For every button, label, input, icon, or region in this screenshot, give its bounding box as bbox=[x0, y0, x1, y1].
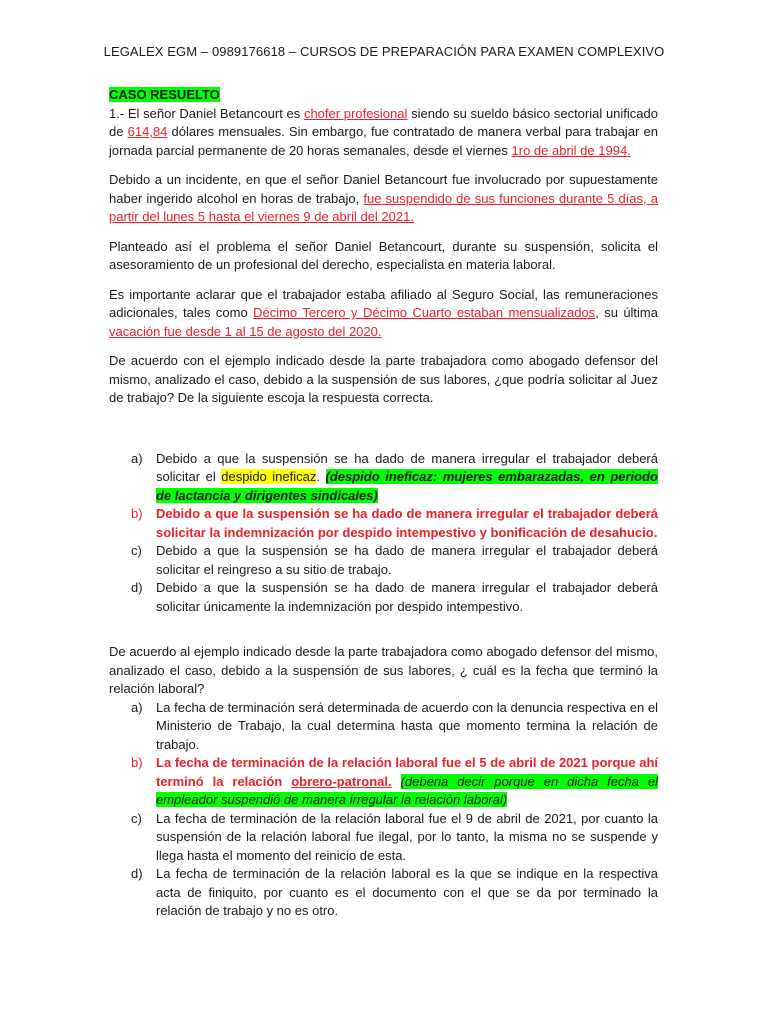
text-run: Debido a un incidente, en que el señor Daniel Betancourt fue involucrado por supuestamente haber ingerido alcohol en horas de trabajo, bbox=[109, 172, 658, 206]
red-underlined-text: Décimo Tercero y Décimo Cuarto estaban mensualizados bbox=[253, 305, 596, 320]
option-text: La fecha de terminación será determinada de acuerdo con la denuncia respectiva en el Ministerio de Trabajo, la cual determina hasta que momento termina la relación de trabajo. bbox=[156, 699, 658, 752]
option-marker: b) bbox=[131, 755, 143, 770]
option-marker: d) bbox=[131, 580, 143, 595]
document-header: LEGALEX EGM – 0989176618 – CURSOS DE PREPARACIÓN PARA EXAMEN COMPLEXIVO bbox=[103, 44, 665, 59]
red-underlined-text: fue suspendido de sus funciones durante 5 días, a partir del lunes 5 hasta el viernes 9 de abril del 2021. bbox=[109, 190, 658, 224]
case-title: CASO RESUELTO bbox=[109, 87, 220, 102]
case-paragraph-3: Planteado así el problema el señor Daniel Betancourt, durante su suspensión, solicita el asesoramiento de un profesional del derecho, especialista en materia laboral. bbox=[109, 238, 658, 272]
q2-option-d bbox=[109, 865, 658, 921]
option-marker: a) bbox=[131, 450, 143, 466]
option-marker: a) bbox=[131, 699, 143, 715]
case-title-line bbox=[109, 86, 658, 105]
q1-option-d bbox=[109, 579, 658, 616]
yellow-highlighted-text: despido ineficaz bbox=[221, 469, 317, 484]
question-1-options bbox=[109, 450, 658, 617]
red-underlined-text: vacación fue desde 1 al 15 de agosto del 2020. bbox=[109, 323, 382, 339]
question-2-prompt: De acuerdo al ejemplo indicado desde la parte trabajadora como abogado defensor del mismo, analizado el caso, debido a la suspensión de sus labores, ¿ cuál es la fecha que terminó la relación laboral? bbox=[109, 644, 658, 696]
option-text: Debido a que la suspensión se ha dado de manera irregular el trabajador deberá solicitar únicamente la indemnización por despido intempestivo. bbox=[156, 580, 658, 614]
option-text: Debido a que la suspensión se ha dado de manera irregular el trabajador deberá solicitar la indemnización por despido intempestivo y bonificación de desahucio. bbox=[156, 506, 658, 540]
q2-option-a bbox=[109, 699, 658, 755]
option-text: La fecha de terminación de la relación laboral es la que se indique en la respectiva acta de finiquito, por cuanto es el documento con el que se da por terminado la relación de trabajo y no es otro. bbox=[156, 866, 658, 918]
text-run: . bbox=[316, 469, 326, 484]
q2-option-b-correct bbox=[109, 754, 658, 810]
option-text: Debido a que la suspensión se ha dado de manera irregular el trabajador deberá solicitar el reingreso a su sitio de trabajo. bbox=[156, 543, 658, 577]
text-run: 1.- El señor Daniel Betancourt es bbox=[109, 105, 304, 121]
q2-option-c bbox=[109, 810, 658, 866]
option-marker: c) bbox=[131, 543, 142, 558]
option-marker: b) bbox=[131, 506, 143, 521]
text-run: , su última bbox=[595, 305, 658, 320]
case-paragraph-2 bbox=[109, 171, 658, 227]
text-run: Debido a que la suspensión se ha dado de manera irregular el trabajador deberá solicitar el bbox=[156, 450, 658, 484]
text-run: dólares mensuales. Sin embargo, fue contratado de manera verbal para trabajar en jornada parcial permanente de 20 horas semanales, desde el viernes bbox=[109, 124, 658, 158]
q1-option-b-correct bbox=[109, 505, 658, 542]
option-marker: c) bbox=[131, 810, 142, 826]
green-highlighted-note: (despido ineficaz: mujeres embarazadas, en periodo de lactancia y dirigentes sindicales) bbox=[156, 469, 658, 503]
green-highlighted-note: (deberia decir porque en dicha fecha el empleador suspendió de manera irregular la relación laboral) bbox=[156, 773, 658, 807]
text-run: La fecha de terminación de la relación laboral fue el 5 de abril de 2021 porque ahí terminó la relación bbox=[156, 755, 658, 789]
text-run: Es importante aclarar que el trabajador estaba afiliado al Seguro Social, las remuneraciones adicionales, tales como bbox=[109, 286, 658, 320]
text-run: siendo su sueldo básico sectorial unificado de bbox=[109, 105, 658, 139]
question-2-options bbox=[109, 699, 658, 921]
red-underlined-text: chofer profesional bbox=[303, 105, 408, 121]
case-paragraph-4 bbox=[109, 286, 658, 342]
option-text: La fecha de terminación de la relación laboral fue el 9 de abril de 2021, por cuanto la suspensión de la relación laboral fue ilegal, por lo tanto, la misma no se suspende y llega hasta el momento del reinicio de esta. bbox=[156, 810, 658, 863]
case-paragraph-1 bbox=[109, 105, 658, 161]
red-underlined-text: 1ro de abril de 1994. bbox=[511, 142, 631, 158]
text-run bbox=[392, 774, 401, 789]
document-body bbox=[109, 86, 658, 921]
option-marker: d) bbox=[131, 866, 143, 881]
q1-option-a bbox=[109, 450, 658, 506]
q1-option-c bbox=[109, 542, 658, 579]
question-1-prompt: De acuerdo con el ejemplo indicado desde la parte trabajadora como abogado defensor del mismo, analizado el caso, debido a la suspensión de sus labores, ¿que podría solicitar al Juez de trabajo? De la siguiente escoja la respuesta correcta. bbox=[109, 353, 658, 405]
red-underlined-text: 614,84 bbox=[127, 124, 168, 139]
underlined-text: obrero-patronal. bbox=[291, 773, 392, 789]
